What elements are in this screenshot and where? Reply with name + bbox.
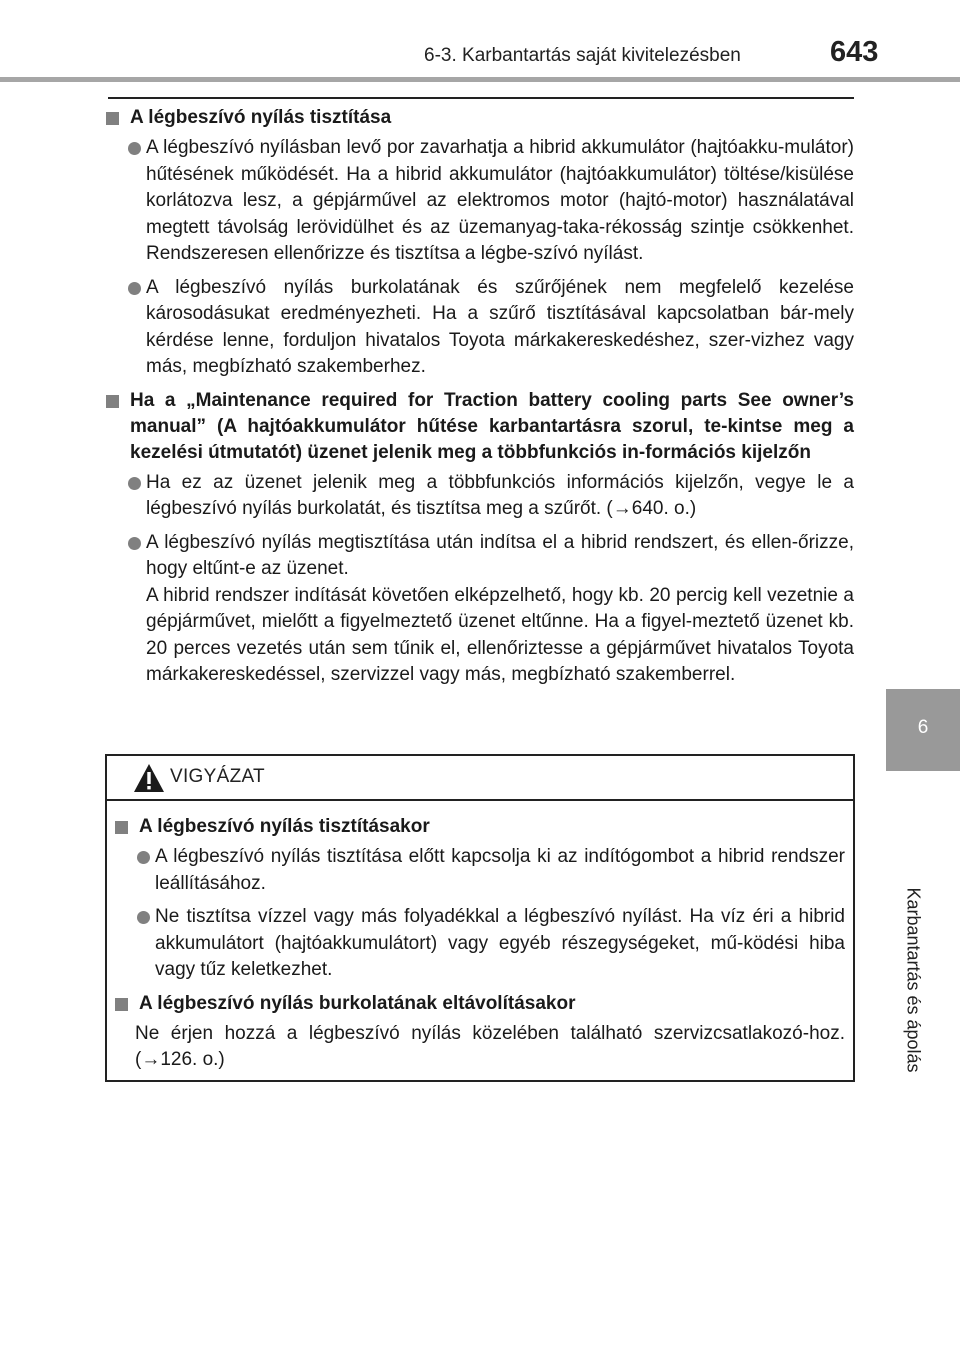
warning-heading-cover (115, 991, 845, 1017)
list-item-text: A légbeszívó nyílás megtisztítása után indítsa el a hibrid rendszert, és ellen-őrizze, hogy eltűnt-e az üzenet. (146, 531, 854, 579)
page-number: 643 (830, 36, 879, 68)
round-bullet-icon (137, 851, 150, 864)
square-bullet-icon (106, 112, 119, 125)
list-item (106, 135, 854, 268)
list-item-text: Ha ez az üzenet jelenik meg a többfunkciós információs kijelzőn, vegye le a légbeszívó nyílás burkolatát, és tisztítsa meg a szűrőt. (→640. o.) (146, 471, 854, 519)
chapter-number: 6 (917, 717, 929, 738)
header-section-title: 6-3. Karbantartás saját kivitelezésben (424, 45, 741, 66)
square-bullet-icon (106, 395, 119, 408)
section-heading-cleaning (106, 105, 854, 131)
warning-heading-text: A légbeszívó nyílás burkolatának eltávolításakor (139, 992, 576, 1014)
list-item (106, 470, 854, 523)
list-item-text: A légbeszívó nyílásban levő por zavarhatja a hibrid akkumulátor (hajtóakku-mulátor) hűtésének működését. Ha a hibrid akkumulátor (hajtóakkumulátor) töltése/kisülése korlátozva lesz, a gépjárművel az elektromos motor (hajtó-motor) használatával megtett távolság lerövidülhet és az üzemanyag-taka-rékosság szintje csökkenhet. Rendszeresen ellenőrizze és tisztítsa a légbe-szívó nyílást. (146, 137, 854, 264)
list-item (106, 275, 854, 381)
warning-header (107, 756, 853, 801)
square-bullet-icon (115, 998, 128, 1011)
list-item-text-continued: A hibrid rendszer indítását követően elképzelhető, hogy kb. 20 percig kell vezetnie a gépjárművet, mielőtt a figyelmeztető üzenet eltűnne. Ha a figyel-meztető üzenet kb. 20 perces vezetés után sem tűnik el, ellenőriztesse a gépjárművet hivatalos Toyota márkakereskedéssel, szervizzel vagy más, megbízható szakemberrel. (146, 584, 854, 685)
content-top-rule (108, 97, 854, 99)
warning-paragraph: Ne érjen hozzá a légbeszívó nyílás közelében található szervizcsatlakozó-hoz. (→126. o.) (135, 1022, 845, 1070)
header-divider (0, 77, 960, 82)
round-bullet-icon (128, 477, 141, 490)
list-item-text: A légbeszívó nyílás tisztítása előtt kapcsolja ki az indítógombot a hibrid rendszer leállításához. (155, 846, 845, 894)
warning-title: VIGYÁZAT (170, 766, 265, 787)
section-heading-text: Ha a „Maintenance required for Traction battery cooling parts See owner’s manual” (A hajtóakkumulátor hűtése karbantartásra szorul, te-kintse meg a kezelési útmutatót) üzenet jelenik meg a többfunkciós in-formációs kijelzőn (130, 389, 854, 463)
list-item (106, 530, 854, 689)
chapter-tab (886, 689, 960, 771)
main-content (106, 105, 854, 696)
section-heading-text: A légbeszívó nyílás tisztítása (130, 107, 392, 128)
warning-triangle-icon (133, 763, 165, 793)
warning-heading-cleaning (115, 814, 845, 840)
list-item-text: A légbeszívó nyílás burkolatának és szűrőjének nem megfelelő kezelése károsodásukat eredményezheti. Ha a szűrő tisztításával kapcsolatban bár-mely kérdése lenne, forduljon hivatalos Toyota márkakereskedéshez, szer-vizhez vagy más, megbízható szakemberhez. (146, 276, 854, 377)
list-item (115, 904, 845, 984)
section-heading-message (106, 388, 854, 466)
list-item (115, 844, 845, 897)
round-bullet-icon (128, 537, 141, 550)
round-bullet-icon (128, 282, 141, 295)
warning-box (105, 754, 855, 1082)
warning-content (115, 814, 845, 1074)
list-item-text: Ne tisztítsa vízzel vagy más folyadékkal a légbeszívó nyílást. Ha víz éri a hibrid akkumulátort (hajtóakkumulátort) vagy egyéb részegységeket, mű-ködési hiba vagy tűz keletkezhet. (155, 906, 845, 980)
chapter-title: Karbantartás és ápolás (903, 887, 924, 1073)
square-bullet-icon (115, 821, 128, 834)
round-bullet-icon (128, 142, 141, 155)
warning-heading-text: A légbeszívó nyílás tisztításakor (139, 816, 430, 837)
round-bullet-icon (137, 911, 150, 924)
